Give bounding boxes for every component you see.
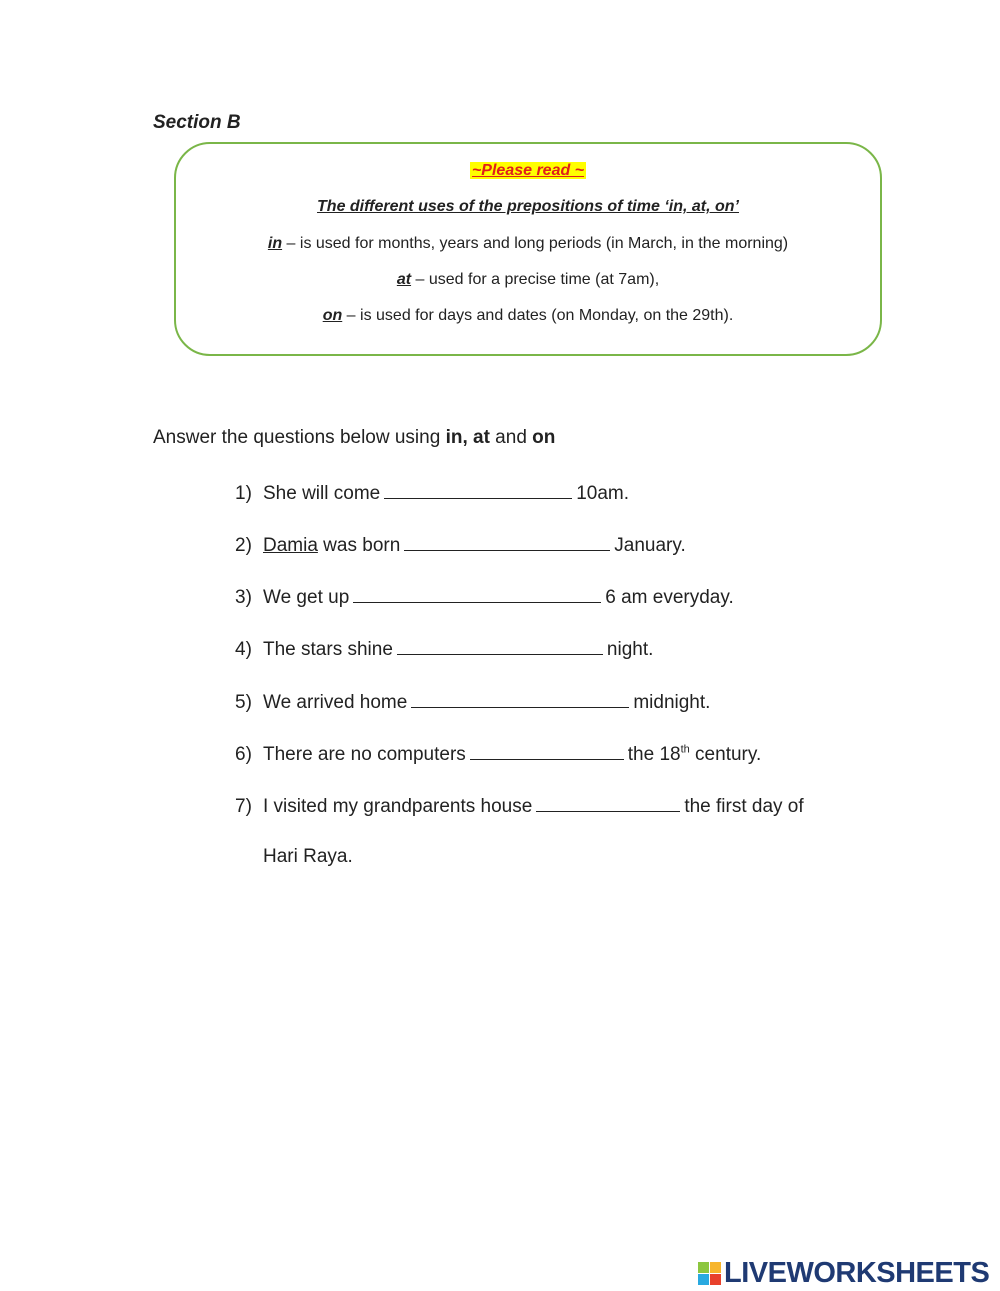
question-3: 3) We get up 6 am everyday. (235, 584, 734, 609)
box-heading: The different uses of the prepositions of time ‘in, at, on’ (317, 198, 739, 215)
question-1: 1) She will come 10am. (235, 480, 629, 505)
answer-blank-3[interactable] (353, 584, 601, 603)
instruction: Answer the questions below using in, at and on (153, 427, 556, 448)
question-7-continued: Hari Raya. (263, 846, 353, 867)
answer-blank-4[interactable] (397, 636, 603, 655)
logo-cube-icon (698, 1262, 721, 1285)
question-6: 6) There are no computers the 18th century. (235, 741, 761, 766)
rule-on: on – is used for days and dates (on Monday, on the 29th). (322, 307, 734, 324)
answer-blank-7[interactable] (536, 793, 680, 812)
question-2: 2) Damia was born January. (235, 532, 686, 557)
question-4: 4) The stars shine night. (235, 636, 653, 661)
answer-blank-2[interactable] (404, 532, 610, 551)
please-read: ~Please read ~ (471, 162, 585, 179)
answer-blank-1[interactable] (384, 480, 572, 499)
liveworksheets-logo: LIVEWORKSHEETS (698, 1257, 989, 1290)
question-5: 5) We arrived home midnight. (235, 689, 710, 714)
section-title: Section B (153, 112, 241, 133)
question-7: 7) I visited my grandparents house the first day of (235, 793, 804, 818)
answer-blank-5[interactable] (411, 689, 629, 708)
info-box (174, 142, 882, 356)
answer-blank-6[interactable] (470, 741, 624, 760)
rule-in: in – is used for months, years and long periods (in March, in the morning) (267, 235, 789, 252)
rule-at: at – used for a precise time (at 7am), (396, 271, 660, 288)
